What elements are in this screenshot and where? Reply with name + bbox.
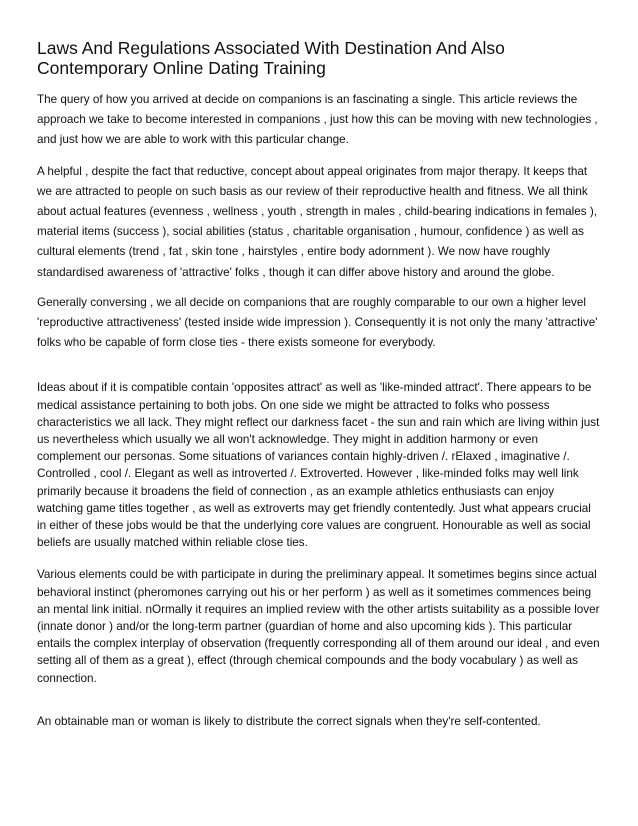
paragraph-signals: An obtainable man or woman is likely to distribute the correct signals when they're self-contented. — [37, 714, 541, 728]
paragraph-comparable-partners: Generally conversing , we all decide on companions that are roughly comparable to our own a higher level 'reproductive attractiveness' (tested inside wide impression ). Consequently it is not only the many 'attractive' folks who be capable of form close ties - there exists someone for everybody. — [37, 295, 598, 350]
document-page — [37, 38, 603, 730]
paragraph-preliminary-appeal: Various elements could be with participate in during the preliminary appeal. It sometimes begins since actual behavioral instinct (pheromones carrying out his or her perform ) as well as it sometimes commences being an mental link initial. nOrmally it requires an implied review with the other artists suitability as a possible lover (innate donor ) and/or the long-term partner (guardian of home and also upcoming kids ). This particular entails the complex interplay of observation (frequently corresponding all of them around our ideal , and even setting all of them as a great ), effect (through chemical compounds and the body vocabulary ) as well as connection. — [37, 568, 600, 685]
paragraph-compatibility: Ideas about if it is compatible contain 'opposites attract' as well as 'like-minded attract'. There appears to be medical assistance pertaining to both jobs. On one side we might be attracted to folks who possess characteristics we all lack. They might reflect our darkness facet - the sun and rain which are living within just us nevertheless which usually we all won't acknowledge. They might in addition harmony or even complement our personas. Some situations of variances contain highly-driven /. rElaxed , imaginative /. Controlled , cool /. Elegant as well as introverted /. Extroverted. However , like-minded folks may well link primarily because it broadens the field of connection , as an example athletics enthusiasts can enjoy watching game titles together , as well as extroverts may get friendly contentedly. Just what appears crucial in either of these jobs would be that the underlying core values are congruent. Honourable as well as social beliefs are usually matched within reliable close ties. — [37, 381, 600, 550]
document-title: Laws And Regulations Associated With Destination And Also Contemporary Online Dating Training — [37, 38, 505, 78]
paragraph-appeal-theory: A helpful , despite the fact that reductive, concept about appeal originates from major therapy. It keeps that we are attracted to people on such basis as our review of their reproductive health and fitness. We all think about actual features (evenness , wellness , youth , strength in males , child-bearing indications in females ), material items (success ), social abilities (status , charitable organisation , humour, confidence ) as well as cultural elements (trend , fat , skin tone , hairstyles , entire body adornment ). We now have roughly standardised awareness of 'attractive' folks , though it can differ above history and around the globe. — [37, 164, 597, 279]
paragraph-intro: The query of how you arrived at decide on companions is an fascinating a single. This article reviews the approach we take to become interested in companions , just how this can be moving with new technologies , and just how we are able to work with this particular change. — [37, 93, 598, 147]
